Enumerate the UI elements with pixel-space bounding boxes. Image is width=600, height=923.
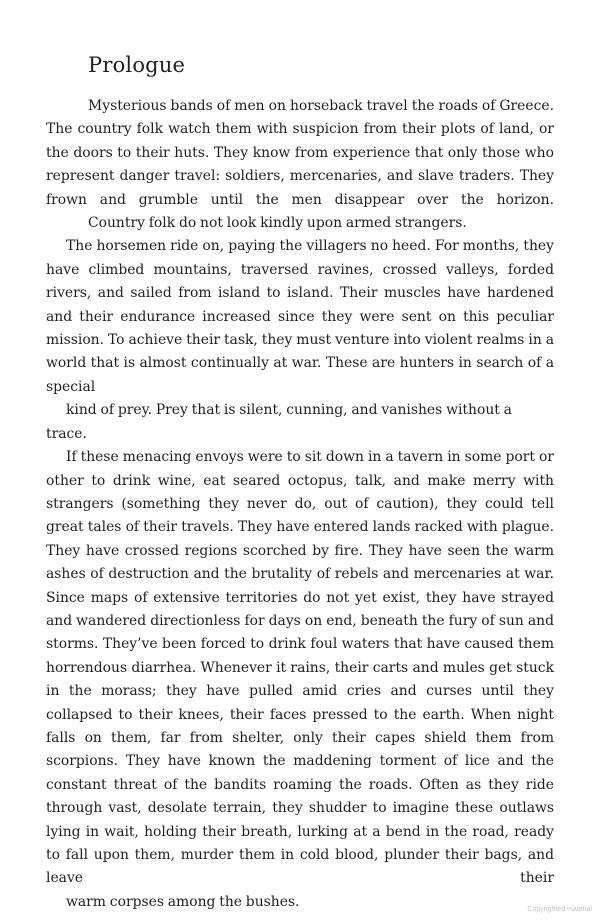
paragraph bbox=[46, 95, 554, 235]
paragraph bbox=[46, 446, 554, 914]
paragraph-last-line: Country folk do not look kindly upon armed strangers. bbox=[88, 215, 467, 232]
body-text bbox=[46, 95, 554, 914]
paragraph-last-line: warm corpses among the bushes. bbox=[66, 893, 300, 910]
copyright-watermark: Copyrighted material bbox=[527, 906, 592, 913]
paragraph-last-line: kind of prey. Prey that is silent, cunning, and vanishes without a trace. bbox=[46, 402, 512, 442]
paragraph-text: The horsemen ride on, paying the villagers no heed. For months, they have climbed mountains, traversed ravines, crossed valleys, forded rivers, and sailed from island to island. Their muscles have hardened and their endurance increased since they were sent on this peculiar mission. To achieve their task, they must venture into violent realms in a world that is almost continually at war. These are hunters in search of a special bbox=[46, 238, 554, 395]
chapter-title: Prologue bbox=[88, 53, 186, 77]
paragraph-text: If these menacing envoys were to sit down in a tavern in some port or other to drink wine, eat seared octopus, talk, and make merry with strangers (something they never do, out of caution), they could tell great tales of their travels. They have entered lands racked with plague. They have crossed regions scorched by fire. They have seen the warm ashes of destruction and the brutality of rebels and mercenaries at war. Since maps of extensive territories do not yet exist, they have strayed and wandered directionless for days on end, beneath the fury of sun and storms. They’ve been forced to drink foul waters that have caused them horrendous diarrhea. Whenever it rains, their carts and mules get stuck in the morass; they have pulled amid cries and curses until they collapsed to their knees, their faces pressed to the earth. When night falls on them, far from shelter, only their capes shield them from scorpions. They have known the maddening torment of lice and the constant threat of the bandits roaming the roads. Often as they ride through vast, desolate terrain, they shudder to imagine these outlaws lying in wait, holding their breath, lurking at a bend in the road, ready to fall upon them, murder them in cold blood, plunder their bags, and leave their bbox=[46, 449, 554, 887]
paragraph-text: Mysterious bands of men on horseback travel the roads of Greece. The country folk watch them with suspicion from their plots of land, or the doors to their huts. They know from experience that only those who represent danger travel: soldiers, mercenaries, and slave traders. They frown and grumble until the men disappear over the horizon. bbox=[46, 98, 554, 208]
paragraph bbox=[46, 235, 554, 446]
